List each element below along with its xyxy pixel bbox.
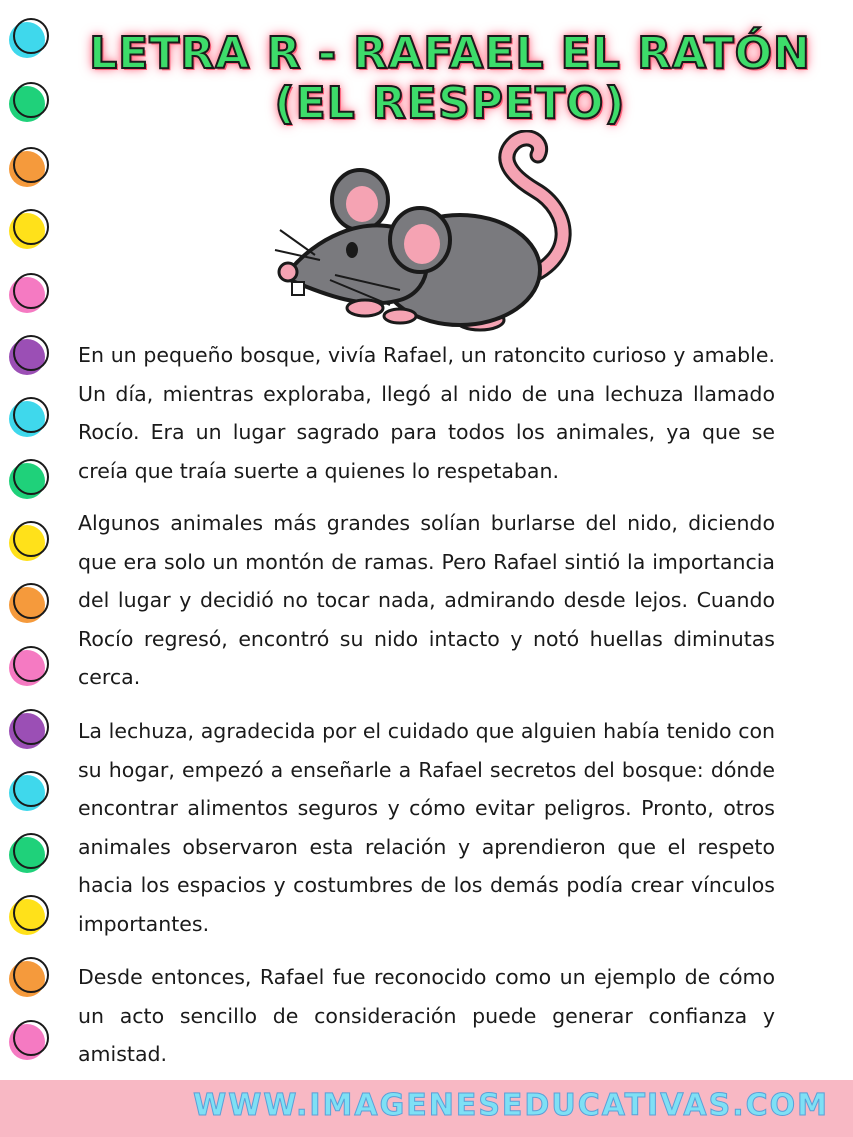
dot-10 [9,587,45,623]
dot-8 [9,463,45,499]
dot-14 [9,837,45,873]
dot-9 [9,525,45,561]
dot-16 [9,961,45,997]
dot-1 [9,22,45,58]
story-paragraph-2: Algunos animales más grandes solían burlarse del nido, diciendo que era solo un montón de ramas. Pero Rafael sintió la importancia del lugar y decidió no tocar nada, admirando desde lejos. Cuando Rocío regresó, encontró su nido intacto y notó huellas diminutas cerca. [78,511,775,689]
dot-15 [9,899,45,935]
page-title-line-1: LETRA R - RAFAEL EL RATÓN [89,28,811,79]
mouse-illustration [270,130,590,340]
dot-17 [9,1024,45,1060]
dot-6 [9,339,45,375]
dot-5 [9,277,45,313]
website-watermark: WWW.IMAGENESEDUCATIVAS.COM [193,1088,829,1123]
decorative-dots-column [0,0,60,1137]
story-paragraph-1: En un pequeño bosque, vivía Rafael, un ratoncito curioso y amable. Un día, mientras exploraba, llegó al nido de una lechuza llamado Rocío. Era un lugar sagrado para todos los animales, ya que se creía que traía suerte a quienes lo respetaban. [78,343,775,483]
dot-2 [9,86,45,122]
story-paragraph-3: La lechuza, agradecida por el cuidado que alguien había tenido con su hogar, empezó a enseñarle a Rafael secretos del bosque: dónde encontrar alimentos seguros y cómo evitar peligros. Pronto, otros animales observaron esta relación y aprendieron que el respeto hacia los espacios y costumbres de los demás podía crear vínculos importantes. [78,719,775,936]
dot-13 [9,775,45,811]
dot-12 [9,713,45,749]
story-paragraph-4: Desde entonces, Rafael fue reconocido como un ejemplo de cómo un acto sencillo de consideración puede generar confianza y amistad. [78,965,775,1066]
dot-4 [9,213,45,249]
page-title-line-2: (EL RESPETO) [274,78,626,129]
dot-3 [9,151,45,187]
dot-7 [9,401,45,437]
dot-11 [9,650,45,686]
